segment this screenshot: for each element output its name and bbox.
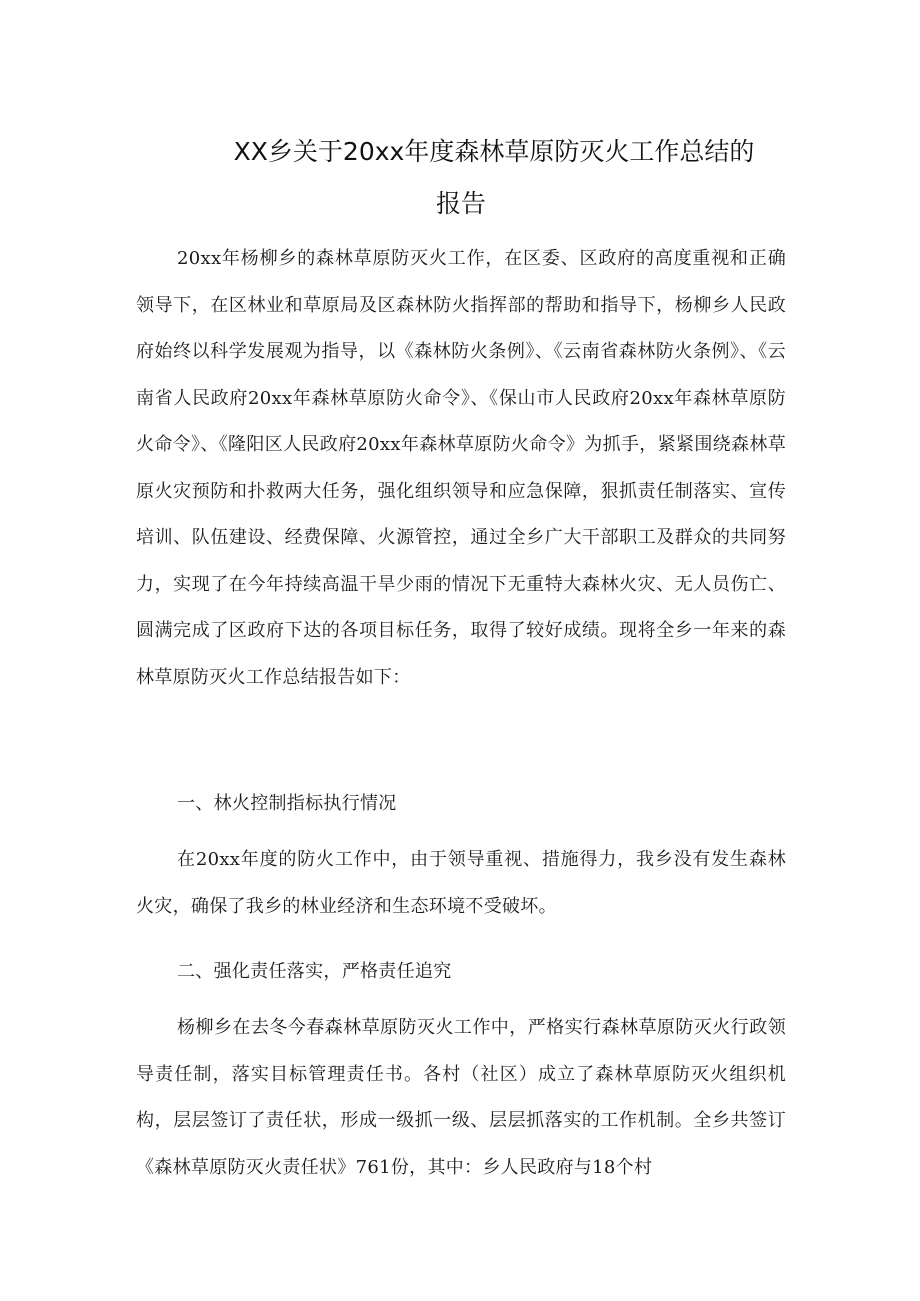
document-title-line-2: 报告 xyxy=(435,189,486,218)
section-1-paragraph: 在20xx年度的防火工作中，由于领导重视、措施得力，我乡没有发生森林火灾，确保了我乡的林业经济和生态环境不受破坏。 xyxy=(136,849,786,917)
document-title-line-1: XX乡关于20xx年度森林草原防灭火工作总结的 xyxy=(233,137,755,166)
intro-paragraph: 20xx年杨柳乡的森林草原防灭火工作，在区委、区政府的高度重视和正确领导下，在区林业和草原局及区森林防火指挥部的帮助和指导下，杨柳乡人民政府始终以科学发展观为指导，以《森林防火条例》、《云南省森林防火条例》、《云南省人民政府20xx年森林草原防火命令》、《保山市人民政府20xx年森林草原防火命令》、《隆阳区人民政府20xx年森林草原防火命令》为抓手，紧紧围绕森林草原火灾预防和扑救两大任务，强化组织领导和应急保障，狠抓责任制落实、宣传培训、队伍建设、经费保障、火源管控，通过全乡广大干部职工及群众的共同努力，实现了在今年持续高温干旱少雨的情况下无重特大森林火灾、无人员伤亡、圆满完成了区政府下达的各项目标任务，取得了较好成绩。现将全乡一年来的森林草原防灭火工作总结报告如下： xyxy=(136,248,786,688)
section-2-paragraph: 杨柳乡在去冬今春森林草原防灭火工作中，严格实行森林草原防灭火行政领导责任制，落实目标管理责任书。各村（社区）成立了森林草原防灭火组织机构，层层签订了责任状，形成一级抓一级、层层抓落实的工作机制。全乡共签订《森林草原防灭火责任状》761份，其中：乡人民政府与18个村 xyxy=(136,1017,786,1178)
section-heading-2: 二、强化责任落实，严格责任追究 xyxy=(177,961,452,982)
section-heading-1: 一、林火控制指标执行情况 xyxy=(177,793,397,814)
